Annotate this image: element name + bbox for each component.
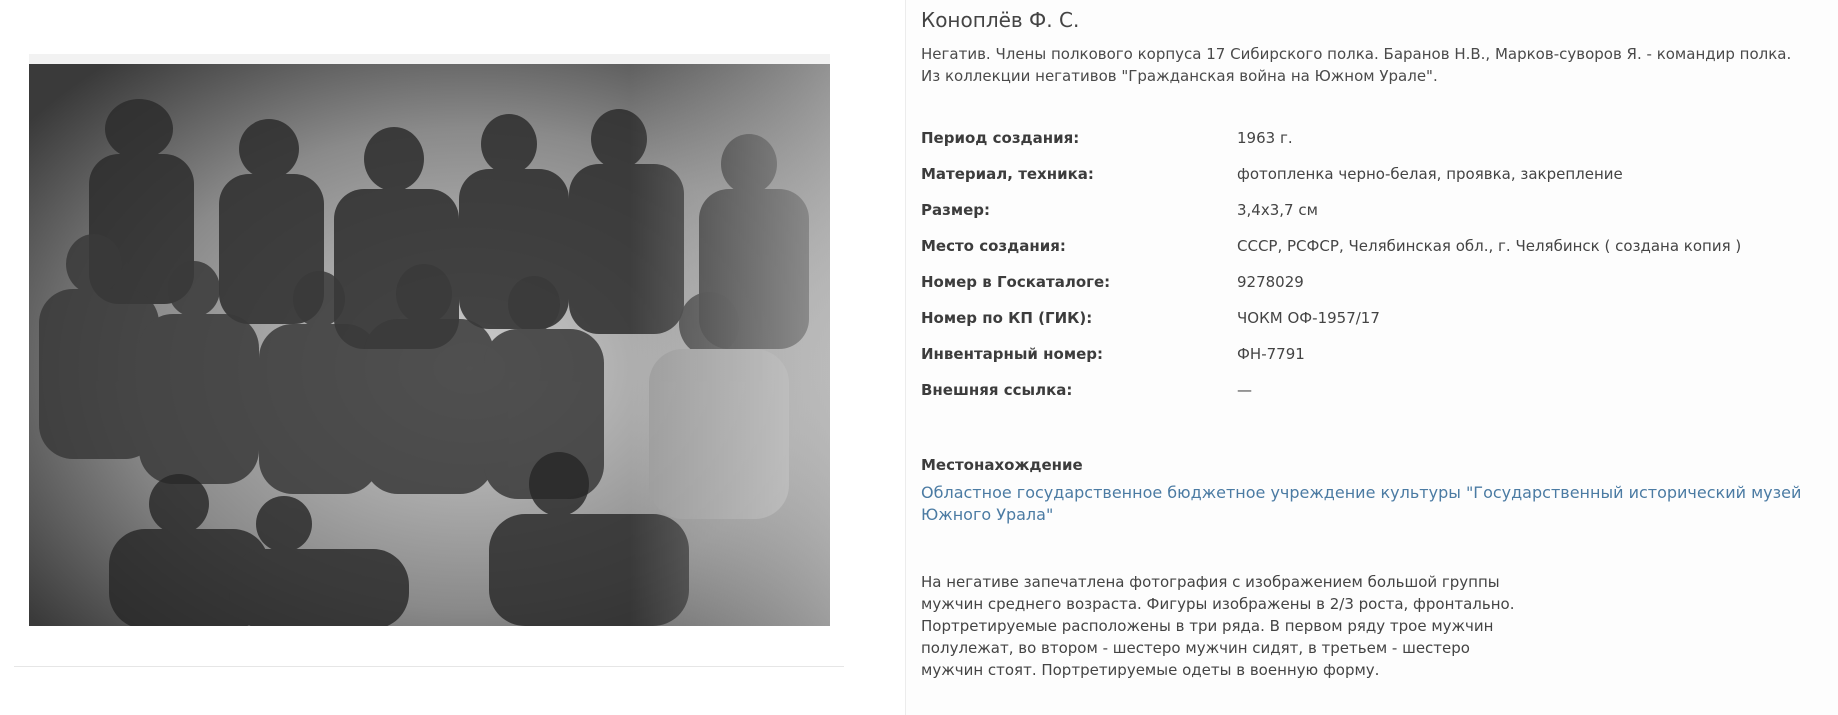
author-name: Коноплёв Ф. С. (921, 8, 1080, 32)
item-description: Негатив. Члены полкового корпуса 17 Сибирского полка. Баранов Н.В., Марков-суворов Я. - командир полка. Из коллекции негативов "Гражданская война на Южном Урале". (921, 45, 1792, 85)
property-row-inventory (921, 344, 1821, 380)
property-label: Период создания: (921, 129, 1080, 147)
property-label: Материал, техника: (921, 165, 1094, 183)
property-row-material (921, 164, 1821, 200)
property-row-size (921, 200, 1821, 236)
long-description: На негативе запечатлена фотография с изображением большой группы мужчин среднего возраста. Фигуры изображены в 2/3 роста, фронтально. Портретируемые расположены в три ряда. В первом ряду трое мужчин полулежат, во втором - шестеро мужчин сидят, в третьем - шестеро мужчин стоят. Портретируемые одеты в военную форму. (921, 573, 1515, 679)
photo-placeholder-graphic (29, 54, 830, 626)
property-value: 3,4x3,7 см (1237, 201, 1318, 219)
property-row-kp (921, 308, 1821, 344)
property-label: Номер в Госкаталоге: (921, 273, 1111, 291)
location-heading: Местонахождение (921, 456, 1083, 474)
property-label: Внешняя ссылка: (921, 381, 1073, 399)
details-column (906, 0, 1838, 715)
property-row-place (921, 236, 1821, 272)
property-label: Номер по КП (ГИК): (921, 309, 1093, 327)
image-column (0, 0, 905, 715)
property-value: ФН-7791 (1237, 345, 1305, 363)
property-label: Место создания: (921, 237, 1066, 255)
property-value: 1963 г. (1237, 129, 1293, 147)
property-value: — (1237, 381, 1252, 399)
property-row-period (921, 128, 1821, 164)
properties-list (921, 128, 1821, 416)
property-value: 9278029 (1237, 273, 1304, 291)
property-row-external-link (921, 380, 1821, 416)
property-label: Размер: (921, 201, 991, 219)
divider (14, 666, 844, 667)
property-row-goskatalog (921, 272, 1821, 308)
museum-link[interactable]: Областное государственное бюджетное учреждение культуры "Государственный исторический музей Южного Урала" (921, 483, 1802, 524)
property-label: Инвентарный номер: (921, 345, 1103, 363)
archival-photo[interactable] (29, 54, 830, 626)
property-value: СССР, РСФСР, Челябинская обл., г. Челябинск ( создана копия ) (1237, 237, 1742, 255)
property-value: фотопленка черно-белая, проявка, закрепление (1237, 165, 1623, 183)
property-value: ЧОКМ ОФ-1957/17 (1237, 309, 1380, 327)
